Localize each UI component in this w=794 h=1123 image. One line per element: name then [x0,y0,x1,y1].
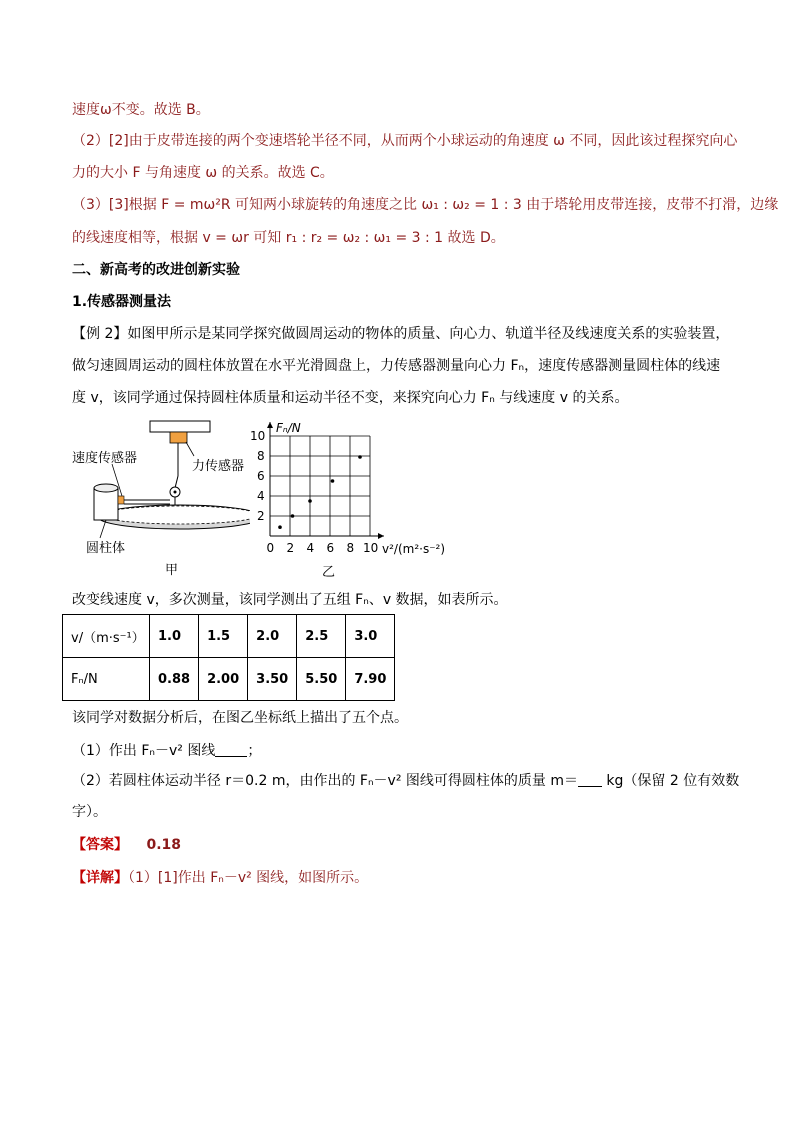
header-force: Fₙ/N [63,658,150,701]
velocity-cell: 3.0 [346,615,395,658]
y-tick-label: 6 [257,469,265,483]
answer-blank-2[interactable] [578,772,602,787]
label-speed-sensor: 速度传感器 [72,451,138,466]
x-tick-label: 6 [326,541,335,555]
x-tick-label: 4 [306,541,315,555]
text-line-4: （3）[3]根据 F = mω²R 可知两小球旋转的角速度之比 ω₁ : ω₂ = 1 : 3 由于塔轮用皮带连接，皮带不打滑，边缘 [72,197,779,213]
force-cell: 3.50 [248,658,297,701]
text-line-3: 力的大小 F 与角速度 ω 的关系。故选 C。 [72,165,334,181]
cylinder-shape [94,488,118,520]
data-point [331,479,335,483]
x-tick-label: 8 [346,541,355,555]
after-figure-text: 改变线速度 v，多次测量，该同学测出了五组 Fₙ、v 数据，如表所示。 [72,592,508,608]
velocity-cell: 1.5 [199,615,248,658]
table-row-force [63,658,395,701]
scatter-chart [250,416,460,580]
answer-blank-1[interactable] [215,742,247,757]
force-sensor-block [170,432,187,443]
answer-value: 0.18 [146,837,181,853]
force-cell: 7.90 [346,658,395,701]
x-tick-label: 10 [363,541,379,555]
force-cell: 2.00 [199,658,248,701]
detail-line [72,868,368,888]
y-axis-arrow [267,422,273,428]
example-line-2: 做匀速圆周运动的圆柱体放置在水平光滑圆盘上，力传感器测量向心力 Fₙ，速度传感器测量圆柱体的线速 [72,358,721,374]
text-line-2: （2）[2]由于皮带连接的两个变速塔轮半径不同，从而两个小球运动的角速度 ω 不同，因此该过程探究向心 [72,133,738,149]
x-tick-label: 0 [266,541,275,555]
data-point [308,499,312,503]
table-row-velocity [63,615,395,658]
section-heading: 二、新高考的改进创新实验 [72,262,240,278]
detail-label: 【详解】 [72,870,128,886]
y-tick-label: 2 [257,509,265,523]
data-point [278,525,282,529]
x-axis-arrow [378,533,384,539]
answer-line [72,835,181,855]
answer-label: 【答案】 [72,837,128,853]
example-line-3: 度 v，该同学通过保持圆柱体质量和运动半径不变，来探究向心力 Fₙ 与线速度 v 的关系。 [72,390,629,406]
text-line-5: 的线速度相等，根据 v = ωr 可知 r₁ : r₂ = ω₂ : ω₁ = 3 : 1 故选 D。 [72,230,505,246]
force-cell: 5.50 [297,658,346,701]
force-cell: 0.88 [150,658,199,701]
velocity-cell: 1.0 [150,615,199,658]
question-1-text: （1）作出 Fₙ－v² 图线 [72,743,216,759]
text-line-1: 速度ω不变。故选 B。 [72,102,210,118]
question-1 [72,741,261,761]
x-tick-label: 2 [286,541,295,555]
subsection-heading: 1.传感器测量法 [72,294,172,310]
velocity-cell: 2.0 [248,615,297,658]
y-axis-label: Fₙ/N [276,421,301,435]
apparatus-figure [70,418,250,580]
question-intro: 该同学对数据分析后，在图乙坐标纸上描出了五个点。 [72,710,408,726]
question-1-tail: ； [247,743,262,759]
x-axis-label: v²/(m²·s⁻²) [382,542,446,556]
example-line-1: 【例 2】如图甲所示是某同学探究做圆周运动的物体的质量、向心力、轨道半径及线速度关系的实验装置， [72,326,730,342]
header-velocity: v/（m·s⁻¹） [63,615,150,658]
caption-jia: 甲 [165,563,179,578]
top-mount [150,421,210,432]
y-tick-label: 8 [257,449,265,463]
data-table [62,614,395,701]
detail-text: （1）[1]作出 Fₙ－v² 图线，如图所示。 [128,870,369,886]
y-tick-label: 10 [250,429,266,443]
question-2-cont: 字）。 [72,804,107,820]
velocity-cell: 2.5 [297,615,346,658]
y-tick-label: 4 [257,489,265,503]
label-force-sensor: 力传感器 [192,459,245,474]
label-cylinder: 圆柱体 [86,541,126,556]
data-point [291,514,295,518]
question-2-tail: kg（保留 2 位有效数 [601,773,740,789]
question-2-text: （2）若圆柱体运动半径 r＝0.2 m，由作出的 Fₙ－v² 图线可得圆柱体的质量 m＝ [72,773,578,789]
data-point [358,455,362,459]
question-2 [72,771,739,791]
chart-caption: 乙 [322,565,336,580]
speed-sensor-block [118,496,124,504]
